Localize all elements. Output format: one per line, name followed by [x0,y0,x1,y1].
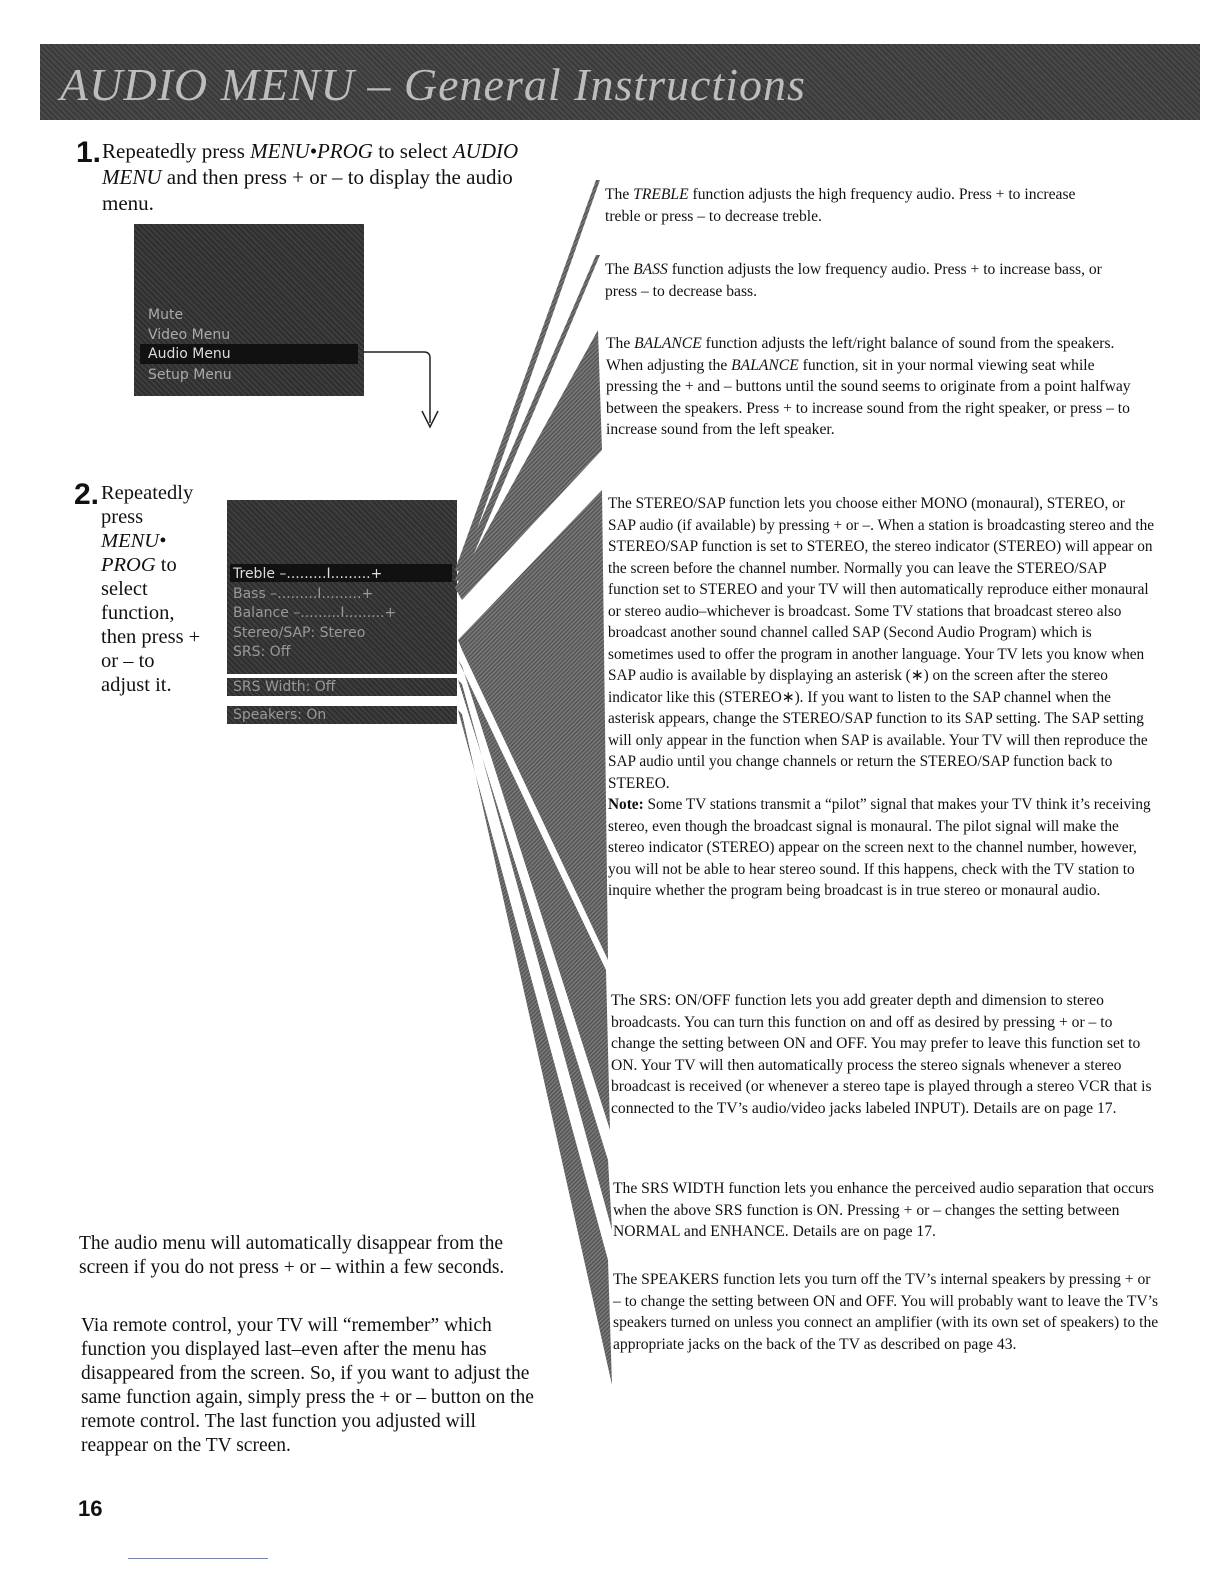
step-1-text-c: and then press + or – to display the audio menu. [102,165,513,215]
desc-treble-keyword: TREBLE [633,186,689,203]
down-arrow-icon [360,345,450,435]
desc-balance-a: The [606,335,635,352]
desc-speakers: The SPEAKERS function lets you turn off the TV’s internal speakers by pressing + or – to change the setting between ON and OFF. You will probably want to leave the TV’s speakers turned on unless you connect an amplifier (with its own set of speakers) to the appropriate jacks on the back of the TV as described on page 43. [613,1271,1159,1353]
desc-balance [606,333,1136,441]
desc-stereo-note: Some TV stations transmit a “pilot” signal that makes your TV think it’s receiving stereo, even though the broadcast signal is monaural. The pilot signal will make the stereo indicator (STEREO) appear on the screen next to the channel number, however, you will not be able to hear stereo sound. If this happens, check with the TV station to inquire whether the program being broadcast is in true stereo or monaural audio. [608,796,1151,899]
page-number: 16 [78,1496,103,1521]
page-title: AUDIO MENU – General Instructions [60,59,806,110]
menu-item-audio: Audio Menu [148,346,231,362]
desc-bass-b: function adjusts the low frequency audio. Press + to increase bass, or press – to decrease bass. [605,261,1102,300]
step-1-text-a: Repeatedly press [102,139,251,163]
desc-srs-width: The SRS WIDTH function lets you enhance the perceived audio separation that occurs when the above SRS function is ON. Pressing + or – changes the setting between NORMAL and ENHANCE. Details are on page 17. [613,1180,1154,1240]
desc-bass-keyword: BASS [633,261,668,278]
audio-item-srs-width: SRS Width: Off [233,679,336,695]
desc-balance-keyword-2: BALANCE [731,356,799,374]
step-2-text [101,481,201,697]
menu-item-mute: Mute [148,307,184,323]
audio-item-balance: Balance –.........I.........+ [233,605,397,621]
step-1-text-b: to select [372,139,453,163]
desc-bass-a: The [605,261,634,278]
audio-item-srs: SRS: Off [233,644,291,660]
footer-line [128,1558,268,1559]
step-2-text-b: to select function, then press + or – to adjust it. [101,554,201,696]
step-1-menu-prog: MENU•PROG [250,139,373,163]
audio-item-speakers: Speakers: On [233,707,327,723]
desc-balance-keyword: BALANCE [634,335,702,352]
note-auto-disappear: The audio menu will automatically disappear from the screen if you do not press + or – within a few seconds. [79,1233,505,1278]
desc-stereo-sap [608,493,1156,902]
step-2-text-a: Repeatedly press [101,482,194,528]
menu-item-setup: Setup Menu [148,367,232,383]
desc-stereo-p1: The STEREO/SAP function lets you choose either MONO (monaural), STEREO, or SAP audio (if available) by pressing + or –. When a station is broadcasting stereo and the STEREO/SAP function is set to STEREO, the stereo indicator (STEREO) will appear on the screen before the channel number. Normally you can leave the STEREO/SAP function set to STEREO and your TV will then automatically reproduce either monaural or stereo audio–whichever is broadcast. Some TV stations that broadcast stereo also broadcast another sound channel called SAP (Second Audio Program) which is sometimes used to offer the program in another language. Your TV lets you know when SAP audio is available by displaying an asterisk (∗) on the screen after the stereo indicator like this (STEREO∗). If you want to listen to the SAP channel when the asterisk appears, change the STEREO/SAP function to its SAP setting. The SAP setting will only appear in the function when SAP is available. Your TV will then reproduce the SAP audio until you change channels or return the STEREO/SAP function back to STEREO. [608,495,1155,792]
desc-bass [605,259,1135,302]
menu-item-video: Video Menu [148,327,231,343]
step-1-audio-menu: AUDIO MENU [102,139,519,189]
desc-treble [605,184,1105,227]
step-2-number: 2. [74,478,100,511]
desc-treble-a: The [605,186,634,203]
audio-item-treble: Treble –.........I.........+ [233,566,383,582]
step-1-number: 1. [76,136,102,169]
desc-balance-b: function adjusts the left/right balance of sound from the speakers. When adjusting the [606,335,1115,374]
step-2-menu-prog: MENU• PROG [101,530,167,576]
note-remember: Via remote control, your TV will “remember” which function you displayed last–even after the menu has disappeared from the screen. So, if you want to adjust the same function again, simply press the + or – button on the remote control. The last function you adjusted will reappear on the TV screen. [81,1315,534,1456]
desc-treble-b: function adjusts the high frequency audio. Press + to increase treble or press – to decrease treble. [605,186,1076,225]
connector-rays [450,170,620,1400]
desc-balance-c: function, sit in your normal viewing seat while pressing the + and – buttons until the sound seems to originate from a point halfway between the speakers. Press + to increase sound from the right speaker, or press – to increase sound from the left speaker. [606,356,1131,438]
audio-item-bass: Bass –.........I.........+ [233,586,374,602]
desc-srs: The SRS: ON/OFF function lets you add greater depth and dimension to stereo broadcasts. You can turn this function on and off as desired by pressing + or – to change the setting between ON and OFF. You may prefer to leave this function set to ON. Your TV will then automatically process the stereo signals whenever a stereo broadcast is received (or whenever a stereo tape is played through a stereo VCR that is connected to the TV’s audio/video jacks labeled INPUT). Details are on page 17. [611,992,1152,1117]
desc-stereo-note-label: Note: [608,796,644,813]
audio-item-stereo-sap: Stereo/SAP: Stereo [233,625,366,641]
